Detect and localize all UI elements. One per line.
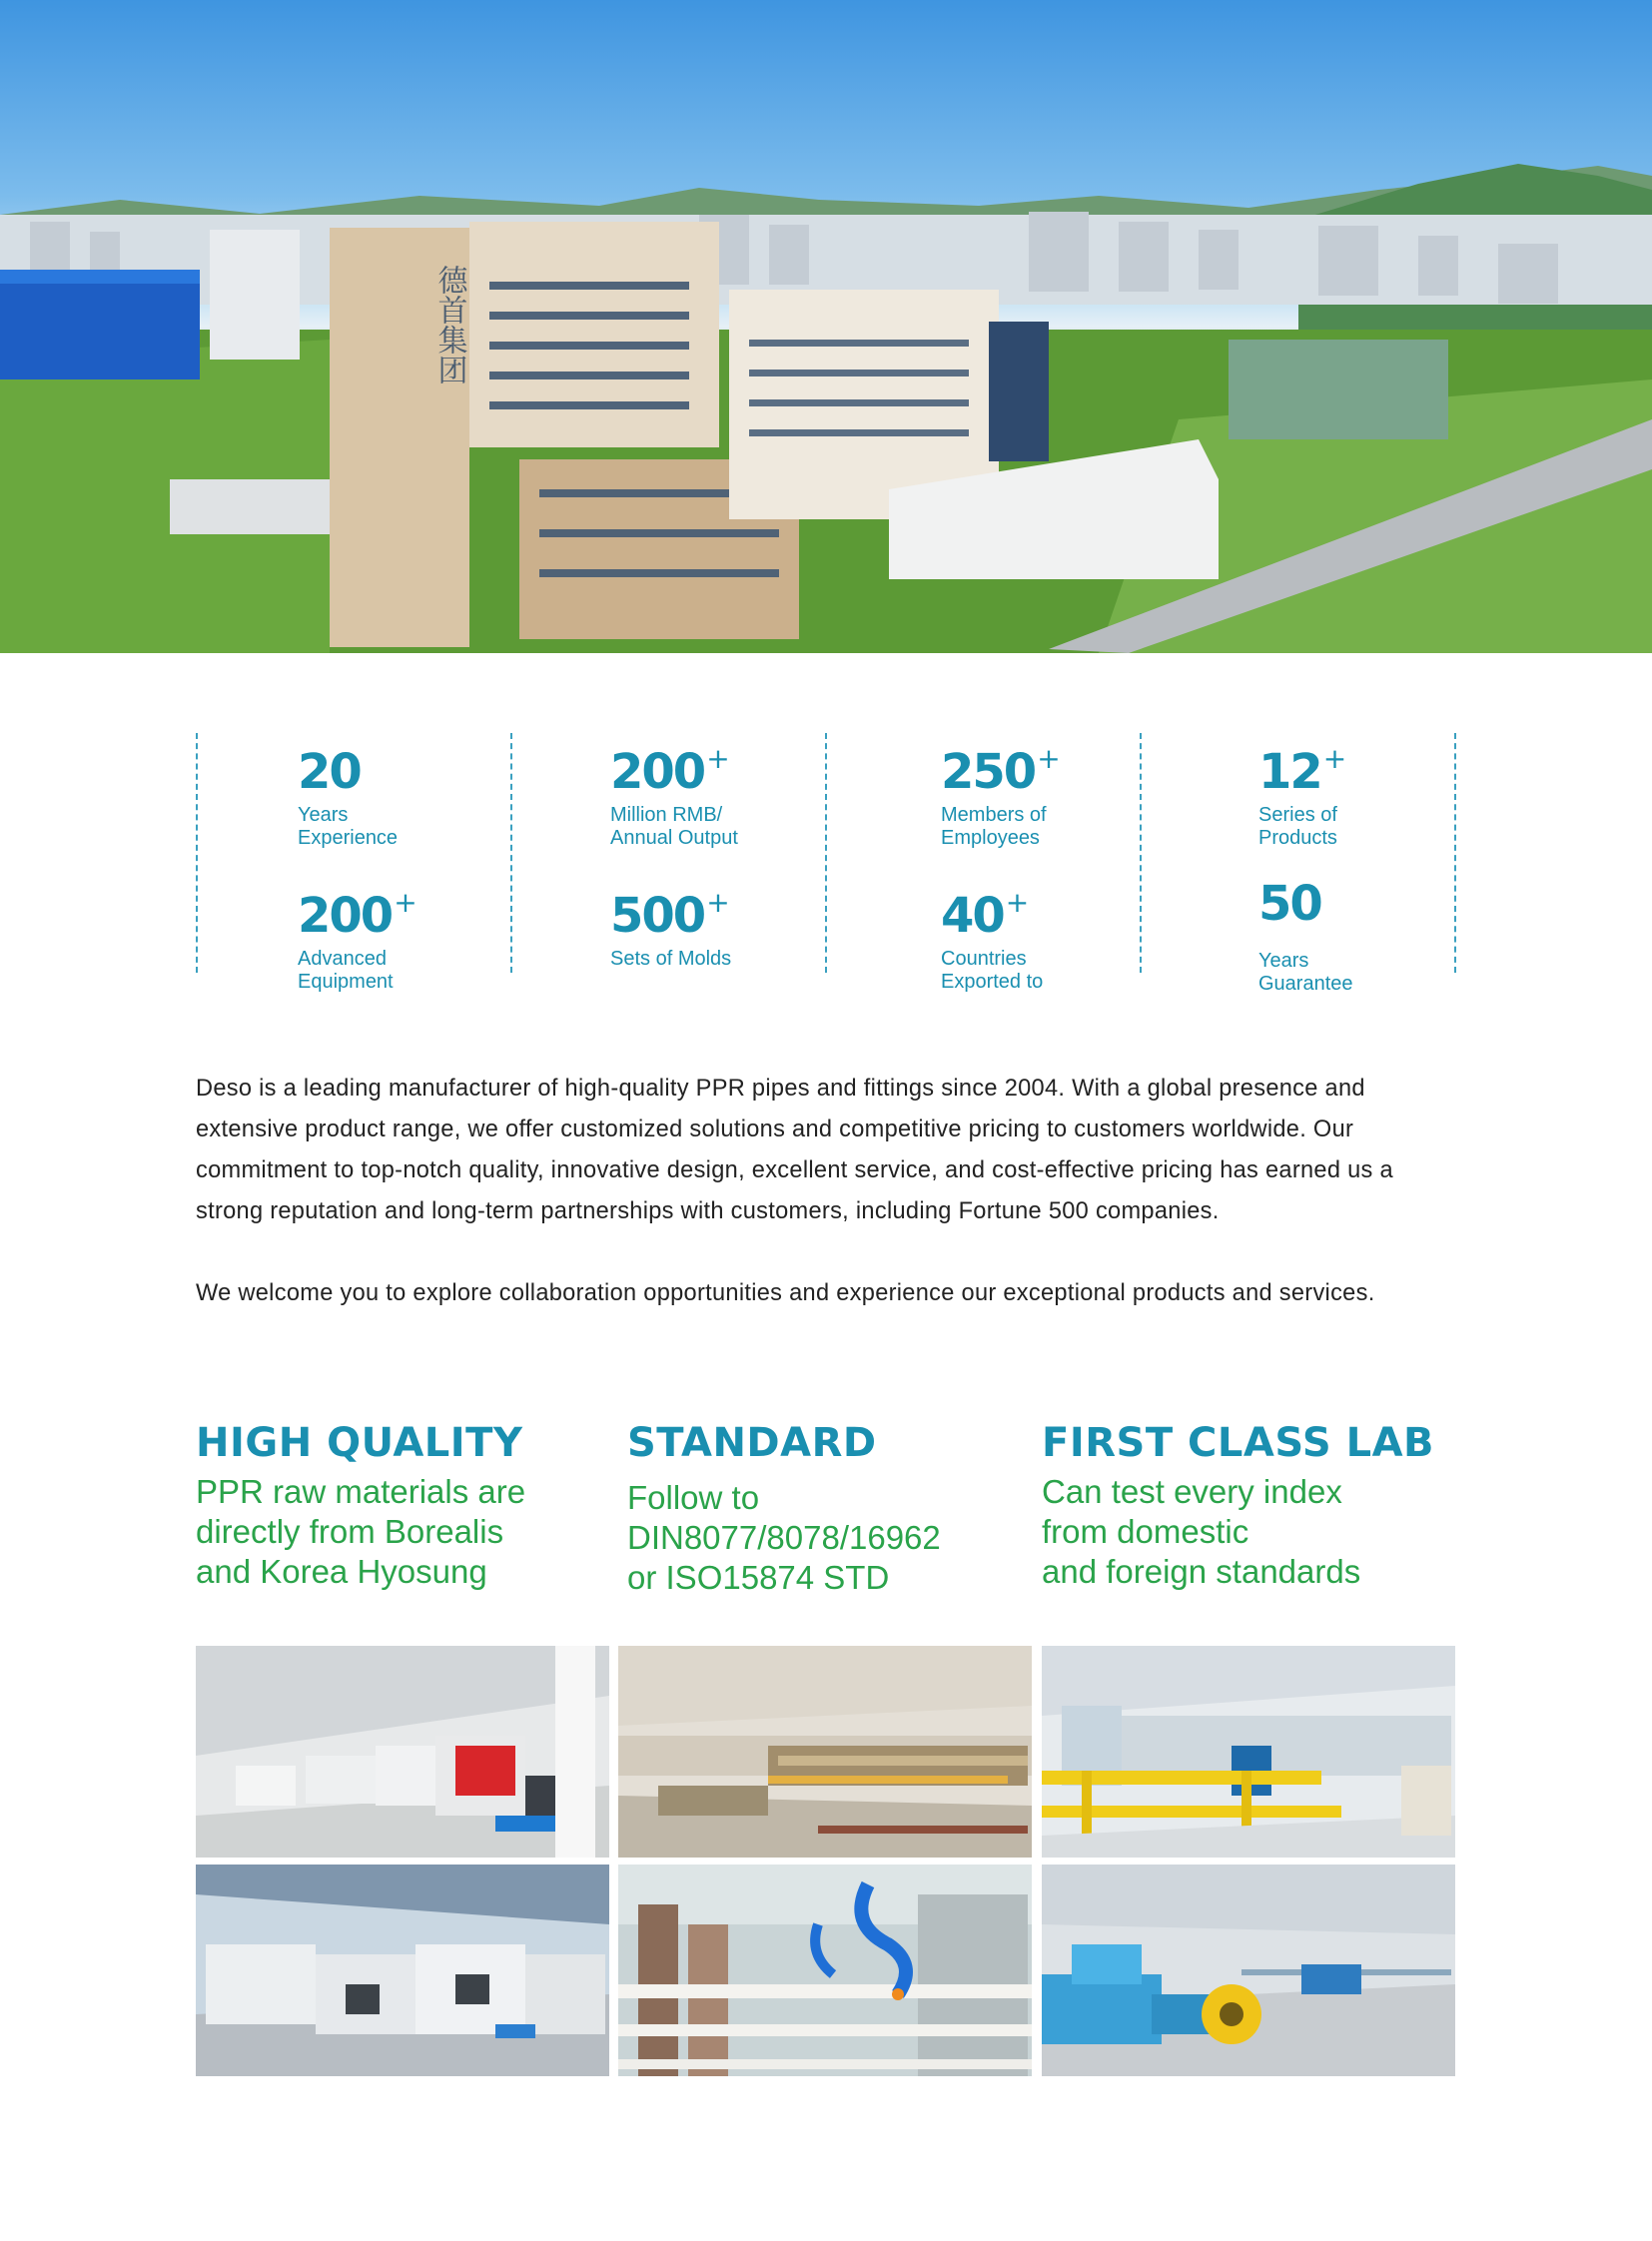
stat-years-guarantee xyxy=(1258,865,1353,996)
stat-label: Countries Exported to xyxy=(941,948,1044,993)
stat-label: Advanced Equipment xyxy=(298,948,394,993)
hero-factory-photo xyxy=(0,0,1652,653)
stats-divider xyxy=(196,733,198,973)
feature-description: Can test every index from domestic and foreign standards xyxy=(1042,1473,1361,1590)
stat-countries-exported xyxy=(941,877,1043,994)
feature-description: Follow to DIN8077/8078/16962 or ISO15874 STD xyxy=(627,1479,941,1596)
stat-value: 20 xyxy=(298,744,361,800)
stat-label: Members of Employees xyxy=(941,804,1047,849)
feature-high-quality xyxy=(196,1418,525,1592)
stat-label: Sets of Molds xyxy=(610,948,732,970)
stats-divider xyxy=(825,733,827,973)
stat-value: 200+ xyxy=(610,742,728,800)
photo-lab-testing xyxy=(1042,1646,1455,1858)
intro-paragraph: We welcome you to explore collaboration opportunities and experience our exceptional products and services. xyxy=(196,1280,1375,1306)
stat-value: 250+ xyxy=(941,742,1059,800)
stat-value: 12+ xyxy=(1258,742,1345,800)
building-sign: 德首集团 xyxy=(431,265,467,384)
stats-divider xyxy=(510,733,512,973)
photo-pipe-cooling xyxy=(618,1865,1032,2076)
photo-coiling-machine xyxy=(1042,1865,1455,2076)
stats-section xyxy=(196,733,1456,995)
feature-first-class-lab xyxy=(1042,1418,1434,1592)
factory-aerial-illustration xyxy=(0,0,1652,653)
stat-employees xyxy=(941,733,1059,850)
stat-label: Years Guarantee xyxy=(1258,950,1353,995)
feature-standard xyxy=(627,1418,941,1598)
stat-advanced-equipment xyxy=(298,877,415,994)
stats-divider xyxy=(1454,733,1456,973)
feature-description: PPR raw materials are directly from Borealis and Korea Hyosung xyxy=(196,1473,526,1590)
stat-value: 40+ xyxy=(941,886,1028,944)
company-intro xyxy=(196,1069,1456,1314)
stat-value: 50 xyxy=(1258,876,1321,932)
stat-value: 200+ xyxy=(298,886,415,944)
stat-label: Years Experience xyxy=(298,804,399,849)
stat-molds xyxy=(610,877,731,971)
stat-years-experience xyxy=(298,733,398,850)
intro-paragraph: Deso is a leading manufacturer of high-quality PPR pipes and fittings since 2004. With a global presence and extensive product range, we offer customized solutions and competitive pricing to customers worldwide. Our commitment to top-notch quality, innovative design, excellent service, and cost-effective pricing has earned us a strong reputation and long-term partnerships with customers, including Fortune 500 companies. xyxy=(196,1076,1393,1224)
feature-title: STANDARD xyxy=(627,1420,877,1466)
stat-label: Million RMB/ Annual Output xyxy=(610,804,738,849)
stat-annual-output xyxy=(610,733,738,850)
photo-injection-machines xyxy=(196,1646,609,1858)
feature-title: HIGH QUALITY xyxy=(196,1420,523,1466)
photo-cnc-machines xyxy=(196,1865,609,2076)
feature-title: FIRST CLASS LAB xyxy=(1042,1420,1435,1466)
stat-product-series xyxy=(1258,733,1344,850)
stat-value: 500+ xyxy=(610,886,728,944)
photo-extrusion-lines xyxy=(618,1646,1032,1858)
stat-label: Series of Products xyxy=(1258,804,1337,849)
stats-divider xyxy=(1140,733,1142,973)
